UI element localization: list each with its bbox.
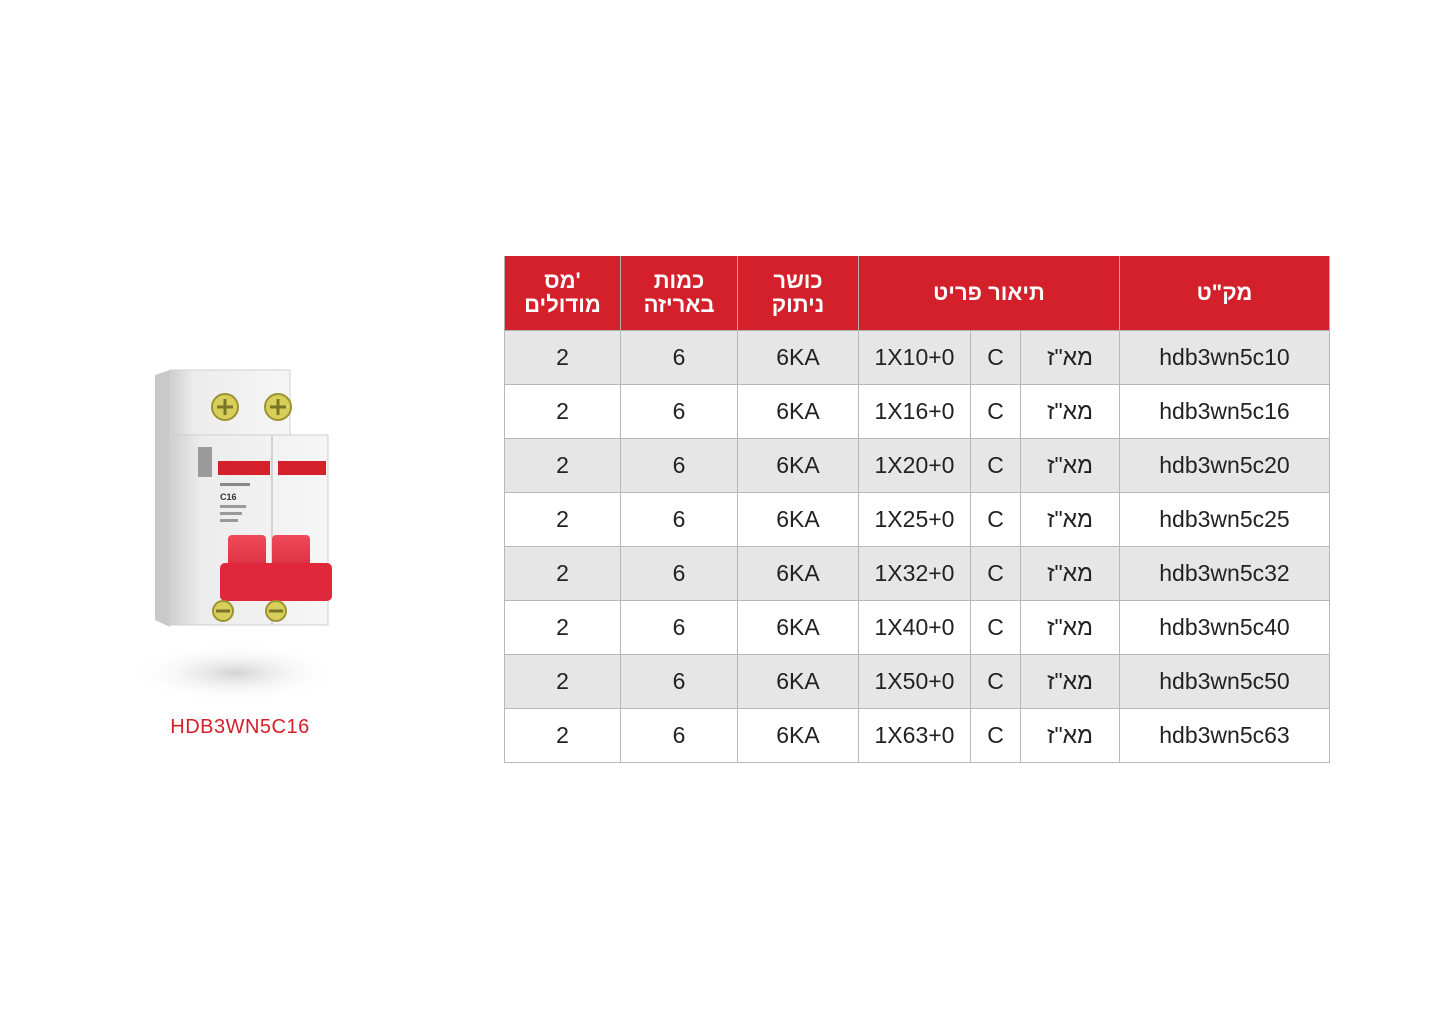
cell-qty: 6 <box>621 601 738 655</box>
cell-qty: 6 <box>621 331 738 385</box>
header-breaking-capacity: כושר ניתוק <box>738 256 859 331</box>
cell-rating: 1X20+0 <box>859 439 971 493</box>
cell-rating: 1X50+0 <box>859 655 971 709</box>
cell-breaking: 6KA <box>738 493 859 547</box>
spec-table <box>504 256 1330 763</box>
cell-sku: hdb3wn5c16 <box>1120 385 1330 439</box>
cell-qty: 6 <box>621 439 738 493</box>
header-qty-per-package: כמות באריזה <box>621 256 738 331</box>
cell-breaking: 6KA <box>738 709 859 763</box>
cell-breaking: 6KA <box>738 385 859 439</box>
cell-type: מא"ז <box>1021 655 1120 709</box>
table-row <box>505 655 1330 709</box>
cell-rating: 1X10+0 <box>859 331 971 385</box>
table-row <box>505 709 1330 763</box>
cell-type: מא"ז <box>1021 385 1120 439</box>
cell-rating: 1X63+0 <box>859 709 971 763</box>
cell-sku: hdb3wn5c50 <box>1120 655 1330 709</box>
cell-type: מא"ז <box>1021 709 1120 763</box>
cell-breaking: 6KA <box>738 655 859 709</box>
cell-curve: C <box>971 601 1021 655</box>
table-row <box>505 493 1330 547</box>
header-sku: מק"ט <box>1120 256 1330 331</box>
cell-curve: C <box>971 385 1021 439</box>
circuit-breaker-illustration <box>120 355 360 755</box>
cell-rating: 1X16+0 <box>859 385 971 439</box>
table-header-row <box>505 256 1330 331</box>
cell-type: מא"ז <box>1021 601 1120 655</box>
cell-modules: 2 <box>505 709 621 763</box>
cell-modules: 2 <box>505 493 621 547</box>
cell-modules: 2 <box>505 601 621 655</box>
table-row <box>505 601 1330 655</box>
cell-sku: hdb3wn5c40 <box>1120 601 1330 655</box>
cell-curve: C <box>971 331 1021 385</box>
cell-curve: C <box>971 709 1021 763</box>
product-image <box>120 355 360 755</box>
cell-rating: 1X32+0 <box>859 547 971 601</box>
cell-qty: 6 <box>621 493 738 547</box>
cell-qty: 6 <box>621 385 738 439</box>
cell-curve: C <box>971 655 1021 709</box>
table-row <box>505 385 1330 439</box>
cell-qty: 6 <box>621 709 738 763</box>
cell-type: מא"ז <box>1021 493 1120 547</box>
cell-type: מא"ז <box>1021 439 1120 493</box>
cell-modules: 2 <box>505 655 621 709</box>
device-rating-text: C16 <box>220 492 237 502</box>
cell-breaking: 6KA <box>738 601 859 655</box>
cell-curve: C <box>971 547 1021 601</box>
cell-sku: hdb3wn5c25 <box>1120 493 1330 547</box>
header-modules: מס' מודולים <box>505 256 621 331</box>
header-item-description: תיאור פריט <box>859 256 1120 331</box>
cell-sku: hdb3wn5c20 <box>1120 439 1330 493</box>
product-code-caption: HDB3WN5C16 <box>170 716 310 738</box>
table-row <box>505 439 1330 493</box>
cell-rating: 1X25+0 <box>859 493 971 547</box>
cell-curve: C <box>971 493 1021 547</box>
cell-qty: 6 <box>621 547 738 601</box>
cell-modules: 2 <box>505 331 621 385</box>
table-row <box>505 331 1330 385</box>
cell-modules: 2 <box>505 385 621 439</box>
cell-modules: 2 <box>505 547 621 601</box>
cell-qty: 6 <box>621 655 738 709</box>
cell-type: מא"ז <box>1021 547 1120 601</box>
cell-sku: hdb3wn5c10 <box>1120 331 1330 385</box>
cell-breaking: 6KA <box>738 547 859 601</box>
cell-rating: 1X40+0 <box>859 601 971 655</box>
cell-sku: hdb3wn5c32 <box>1120 547 1330 601</box>
cell-breaking: 6KA <box>738 439 859 493</box>
cell-breaking: 6KA <box>738 331 859 385</box>
cell-curve: C <box>971 439 1021 493</box>
cell-type: מא"ז <box>1021 331 1120 385</box>
cell-sku: hdb3wn5c63 <box>1120 709 1330 763</box>
cell-modules: 2 <box>505 439 621 493</box>
table-row <box>505 547 1330 601</box>
